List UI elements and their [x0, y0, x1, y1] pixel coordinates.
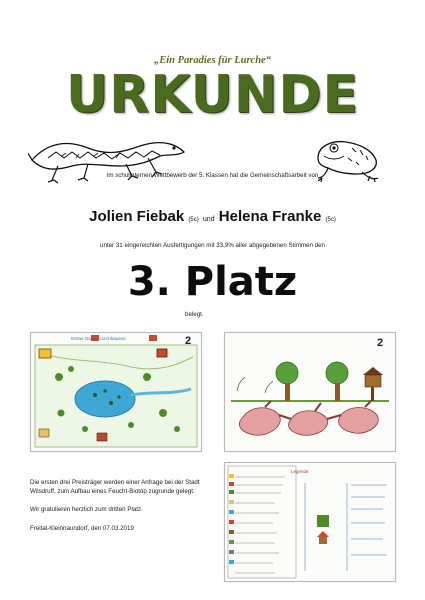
winner-class-1: (5c) — [188, 217, 199, 223]
drawing-garden-map — [30, 332, 202, 452]
winner-class-2: (5c) — [325, 217, 336, 223]
footer-paragraph-2: Wir gratulieren herzlich zum dritten Platz. — [30, 506, 143, 513]
placement: 3. Platz — [127, 259, 298, 305]
drawing-number-right: 2 — [377, 337, 384, 349]
map-title: Grüne Oase - Lurchhausen — [71, 336, 126, 341]
footer-text — [30, 478, 210, 533]
drawing-cross-section — [224, 332, 396, 452]
belegt-text: belegt. — [185, 311, 204, 318]
winner-name-1: Jolien Fiebak — [89, 208, 185, 225]
drawing-number-left: 2 — [185, 335, 192, 347]
winner-name-2: Helena Franke — [218, 208, 322, 225]
certificate-title: URKUNDE — [65, 65, 360, 125]
footer-place-date: Freital-Kleinnaundorf, den 07.03.2019 — [30, 525, 134, 532]
winner-names — [0, 208, 425, 225]
intro-text: Im schulinternen Wettbewerb der 5. Klassen hat die Gemeinschaftsarbeit von — [106, 172, 319, 179]
footer-paragraph-1: Die ersten drei Preisträger werden einer Anfrage bei der Stadt Wilsdruff, zum Aufbau eines Feucht-Biotop zugrunde gelegt. — [30, 479, 200, 495]
legend-title: Legende — [291, 469, 309, 474]
result-text: unter 31 eingereichten Ausfertigungen mit 33,9% aller abgegebenen Stimmen den — [100, 242, 325, 249]
motto: „Ein Paradies für Lurche“ — [154, 55, 271, 66]
drawing-legend-sheet — [224, 462, 396, 582]
names-connector: und — [202, 216, 215, 223]
